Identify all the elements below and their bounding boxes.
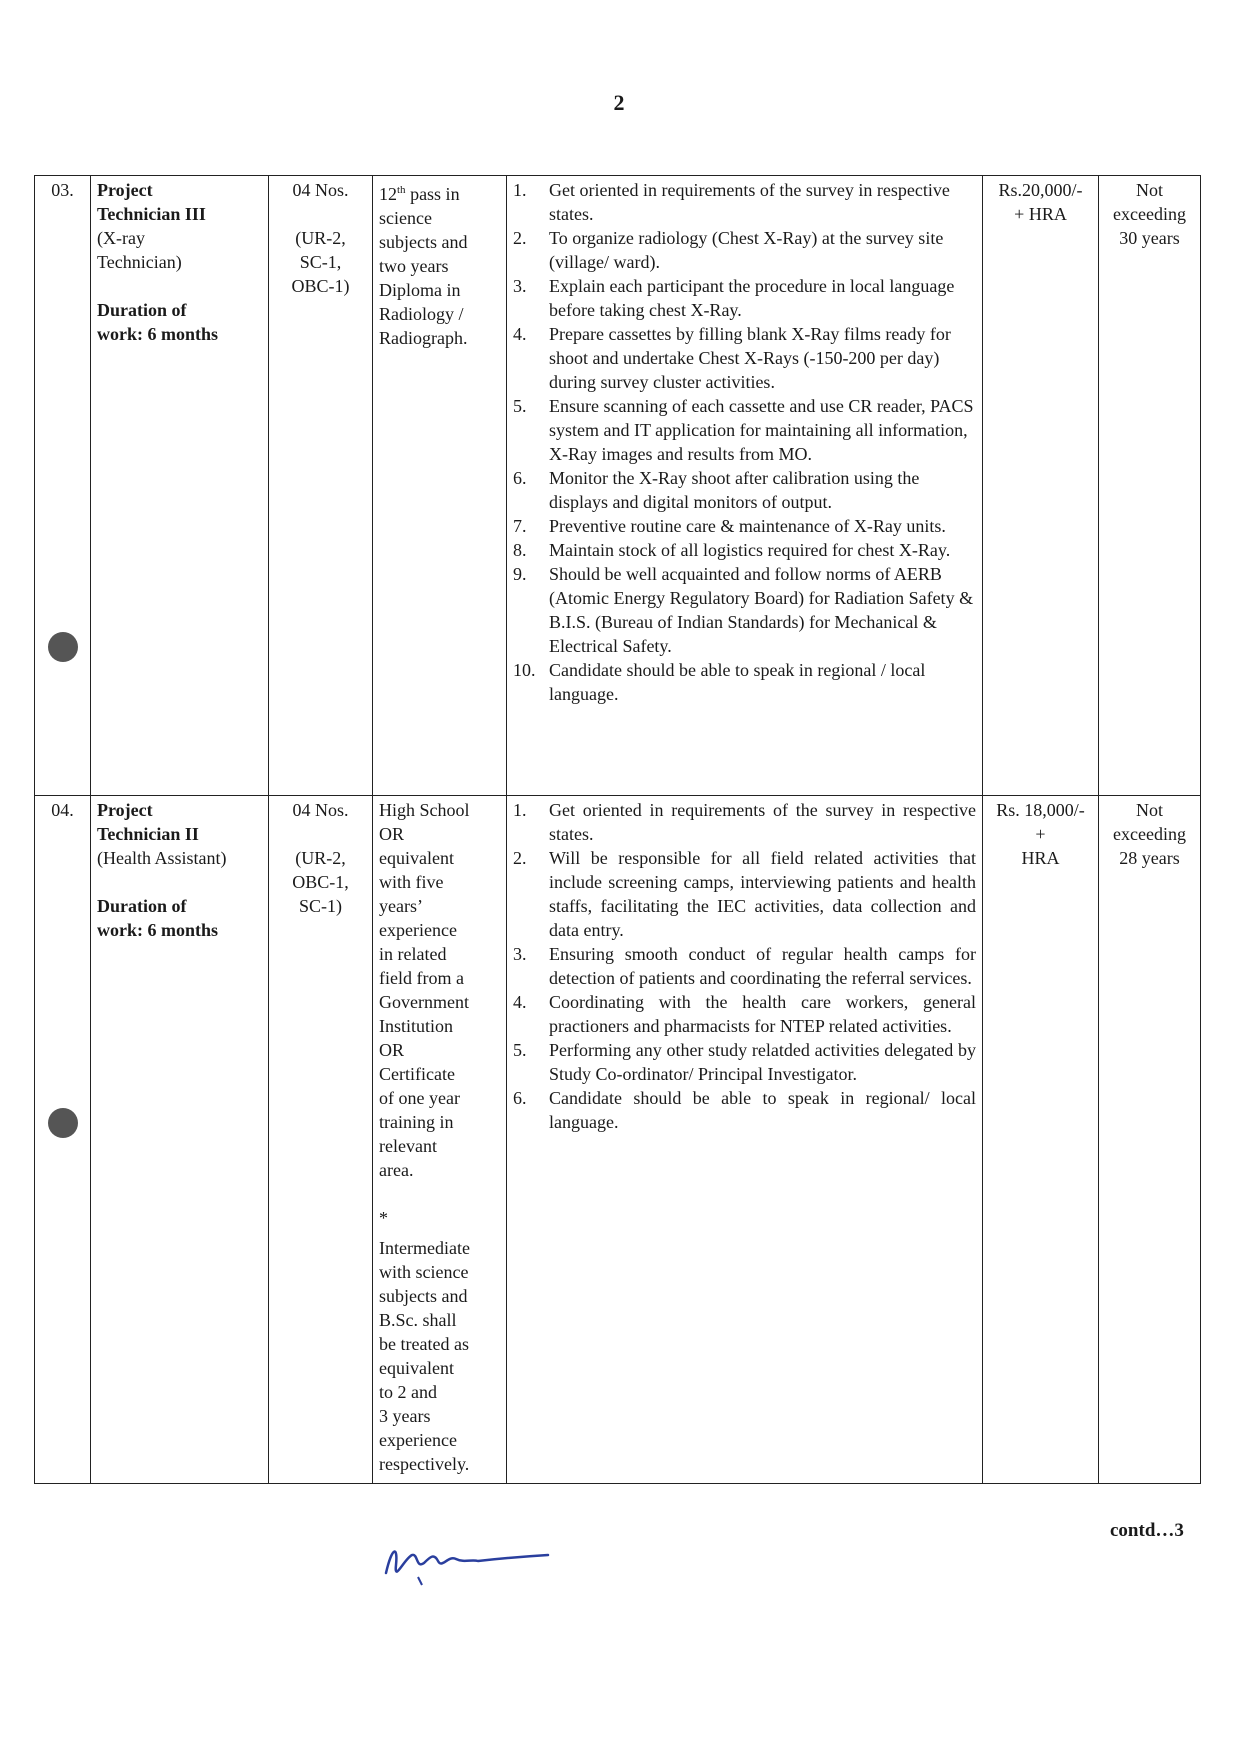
pay xyxy=(983,796,1099,1484)
qualification-line: subjects and xyxy=(379,232,468,252)
qualification-line: 12th pass in xyxy=(379,184,460,204)
duty-text: Candidate should be able to speak in regional / local language. xyxy=(549,660,926,704)
age-limit xyxy=(1099,796,1201,1484)
qualification-note-line: 3 years xyxy=(379,1406,431,1426)
pay-line: HRA xyxy=(1021,848,1060,868)
post-subtitle-line: Technician) xyxy=(97,252,182,272)
qualification-note-line: be treated as xyxy=(379,1334,469,1354)
duties xyxy=(507,176,983,796)
duty-number: 1. xyxy=(513,180,527,200)
qualification-line: field from a xyxy=(379,968,464,988)
post-name xyxy=(91,176,269,796)
reservation-line: (UR-2, xyxy=(295,228,346,248)
qualification-note-line: respectively. xyxy=(379,1454,470,1474)
duty-number: 5. xyxy=(513,396,527,416)
qualification-line: OR xyxy=(379,1040,405,1060)
qualification-line: training in xyxy=(379,1112,454,1132)
number-of-posts xyxy=(269,176,373,796)
posts-count: 04 Nos. xyxy=(292,800,349,820)
qualification-line: relevant xyxy=(379,1136,437,1156)
qualification-line: Institution xyxy=(379,1016,454,1036)
duty-text: Performing any other study relatded activities delegated by Study Co-ordinator/ Principal Investigator. xyxy=(549,1040,976,1084)
qualification-line: equivalent xyxy=(379,848,454,868)
qualification-line: Radiograph. xyxy=(379,328,468,348)
duration-line: Duration of xyxy=(97,300,187,320)
qualification-note-line: to 2 and xyxy=(379,1382,437,1402)
duty-item xyxy=(513,538,976,562)
reservation-line: OBC-1) xyxy=(291,276,350,296)
number-of-posts xyxy=(269,796,373,1484)
pay-line: + HRA xyxy=(1014,204,1067,224)
duty-number: 3. xyxy=(513,276,527,296)
age-line: Not xyxy=(1136,180,1163,200)
duty-text: Ensuring smooth conduct of regular health camps for detection of patients and coordinating the referral services. xyxy=(549,944,976,988)
duty-item xyxy=(513,798,976,846)
qualification-line: Government xyxy=(379,992,469,1012)
serial-number: 04. xyxy=(35,796,91,1484)
qualification-line: with five xyxy=(379,872,444,892)
qualification-line: science xyxy=(379,208,432,228)
punch-hole-mark xyxy=(48,1108,78,1138)
duty-text: Get oriented in requirements of the survey in respective states. xyxy=(549,180,950,224)
duty-item xyxy=(513,394,976,466)
qualification-line: years’ xyxy=(379,896,423,916)
qualification-line: two years xyxy=(379,256,449,276)
qualification-note-line: experience xyxy=(379,1430,457,1450)
duty-item xyxy=(513,1038,976,1086)
age-line: 28 years xyxy=(1119,848,1180,868)
duty-item xyxy=(513,942,976,990)
qualification-note-line: with science xyxy=(379,1262,469,1282)
qualification-line: Radiology / xyxy=(379,304,464,324)
duty-number: 6. xyxy=(513,1088,527,1108)
duty-item xyxy=(513,226,976,274)
duty-item xyxy=(513,466,976,514)
qualification-line: of one year xyxy=(379,1088,460,1108)
continued-note: contd…3 xyxy=(1110,1520,1184,1541)
pay xyxy=(983,176,1099,796)
duty-text: Candidate should be able to speak in regional/ local language. xyxy=(549,1088,976,1132)
recruitment-table xyxy=(34,175,1201,1484)
duties xyxy=(507,796,983,1484)
duty-item xyxy=(513,514,976,538)
duty-number: 4. xyxy=(513,992,527,1012)
duration-line: work: 6 months xyxy=(97,324,219,344)
duty-item xyxy=(513,658,976,706)
duty-item xyxy=(513,178,976,226)
duty-number: 10. xyxy=(513,660,536,680)
punch-hole-mark xyxy=(48,632,78,662)
duty-number: 9. xyxy=(513,564,527,584)
post-title-line: Project xyxy=(97,800,153,820)
duty-text: Prepare cassettes by filling blank X-Ray films ready for shoot and undertake Chest X-Rays (-150-200 per day) during survey cluster activities. xyxy=(549,324,951,392)
age-line: exceeding xyxy=(1113,204,1186,224)
pay-line: Rs.20,000/- xyxy=(998,180,1083,200)
age-line: Not xyxy=(1136,800,1163,820)
age-limit xyxy=(1099,176,1201,796)
age-line: 30 years xyxy=(1119,228,1180,248)
duration-line: Duration of xyxy=(97,896,187,916)
duty-number: 1. xyxy=(513,800,527,820)
duty-item xyxy=(513,562,976,658)
reservation-line: SC-1, xyxy=(299,252,342,272)
duty-number: 2. xyxy=(513,848,527,868)
qualification xyxy=(373,176,507,796)
qualification xyxy=(373,796,507,1484)
qualification-line: Certificate xyxy=(379,1064,455,1084)
duty-text: Preventive routine care & maintenance of X-Ray units. xyxy=(549,516,946,536)
duty-number: 5. xyxy=(513,1040,527,1060)
serial-number: 03. xyxy=(35,176,91,796)
duty-item xyxy=(513,846,976,942)
post-name xyxy=(91,796,269,1484)
duty-item xyxy=(513,990,976,1038)
reservation-line: (UR-2, xyxy=(295,848,346,868)
qualification-note-line: subjects and xyxy=(379,1286,468,1306)
qualification-line: High School xyxy=(379,800,470,820)
duty-text: Ensure scanning of each cassette and use CR reader, PACS system and IT application for maintaining all information, X-Ray images and results from MO. xyxy=(549,396,974,464)
duty-number: 4. xyxy=(513,324,527,344)
reservation-line: SC-1) xyxy=(298,896,342,916)
qualification-note-line: Intermediate xyxy=(379,1238,470,1258)
qualification-note-mark: * xyxy=(379,1208,388,1228)
post-title-line: Technician III xyxy=(97,204,206,224)
qualification-note-line: equivalent xyxy=(379,1358,454,1378)
duty-text: Monitor the X-Ray shoot after calibration using the displays and digital monitors of output. xyxy=(549,468,920,512)
duty-text: Explain each participant the procedure in local language before taking chest X-Ray. xyxy=(549,276,955,320)
duty-text: Will be responsible for all field related activities that include screening camps, interviewing patients and health staffs, facilitating the IEC activities, data collection and data entry. xyxy=(549,848,976,940)
duty-item xyxy=(513,322,976,394)
page-number: 2 xyxy=(613,90,625,115)
reservation-line: OBC-1, xyxy=(292,872,349,892)
pay-line: Rs. 18,000/- + xyxy=(996,800,1085,844)
duty-number: 6. xyxy=(513,468,527,488)
duty-item xyxy=(513,1086,976,1134)
qualification-note-line: B.Sc. shall xyxy=(379,1310,457,1330)
post-subtitle-line: (X-ray xyxy=(97,228,145,248)
signature-image xyxy=(378,1525,558,1595)
qualification-line: OR xyxy=(379,824,405,844)
duty-text: Should be well acquainted and follow norms of AERB (Atomic Energy Regulatory Board) for Radiation Safety & B.I.S. (Bureau of Indian Standards) for Mechanical & Electrical Safety. xyxy=(549,564,974,656)
duty-number: 7. xyxy=(513,516,527,536)
post-title-line: Project xyxy=(97,180,153,200)
duty-number: 2. xyxy=(513,228,527,248)
qualification-line: area. xyxy=(379,1160,414,1180)
duty-number: 8. xyxy=(513,540,527,560)
duty-number: 3. xyxy=(513,944,527,964)
posts-count: 04 Nos. xyxy=(292,180,349,200)
qualification-line: Diploma in xyxy=(379,280,461,300)
post-subtitle-line: (Health Assistant) xyxy=(97,848,227,868)
qualification-line: in related xyxy=(379,944,447,964)
post-title-line: Technician II xyxy=(97,824,199,844)
age-line: exceeding xyxy=(1113,824,1186,844)
duty-text: Maintain stock of all logistics required for chest X-Ray. xyxy=(549,540,951,560)
duration-line: work: 6 months xyxy=(97,920,219,940)
duty-text: Get oriented in requirements of the survey in respective states. xyxy=(549,800,976,844)
duty-item xyxy=(513,274,976,322)
duty-text: Coordinating with the health care workers, general practioners and pharmacists for NTEP related activities. xyxy=(549,992,976,1036)
duty-text: To organize radiology (Chest X-Ray) at the survey site (village/ ward). xyxy=(549,228,944,272)
qualification-line: experience xyxy=(379,920,457,940)
table-row xyxy=(35,176,1201,796)
table-row xyxy=(35,796,1201,1484)
